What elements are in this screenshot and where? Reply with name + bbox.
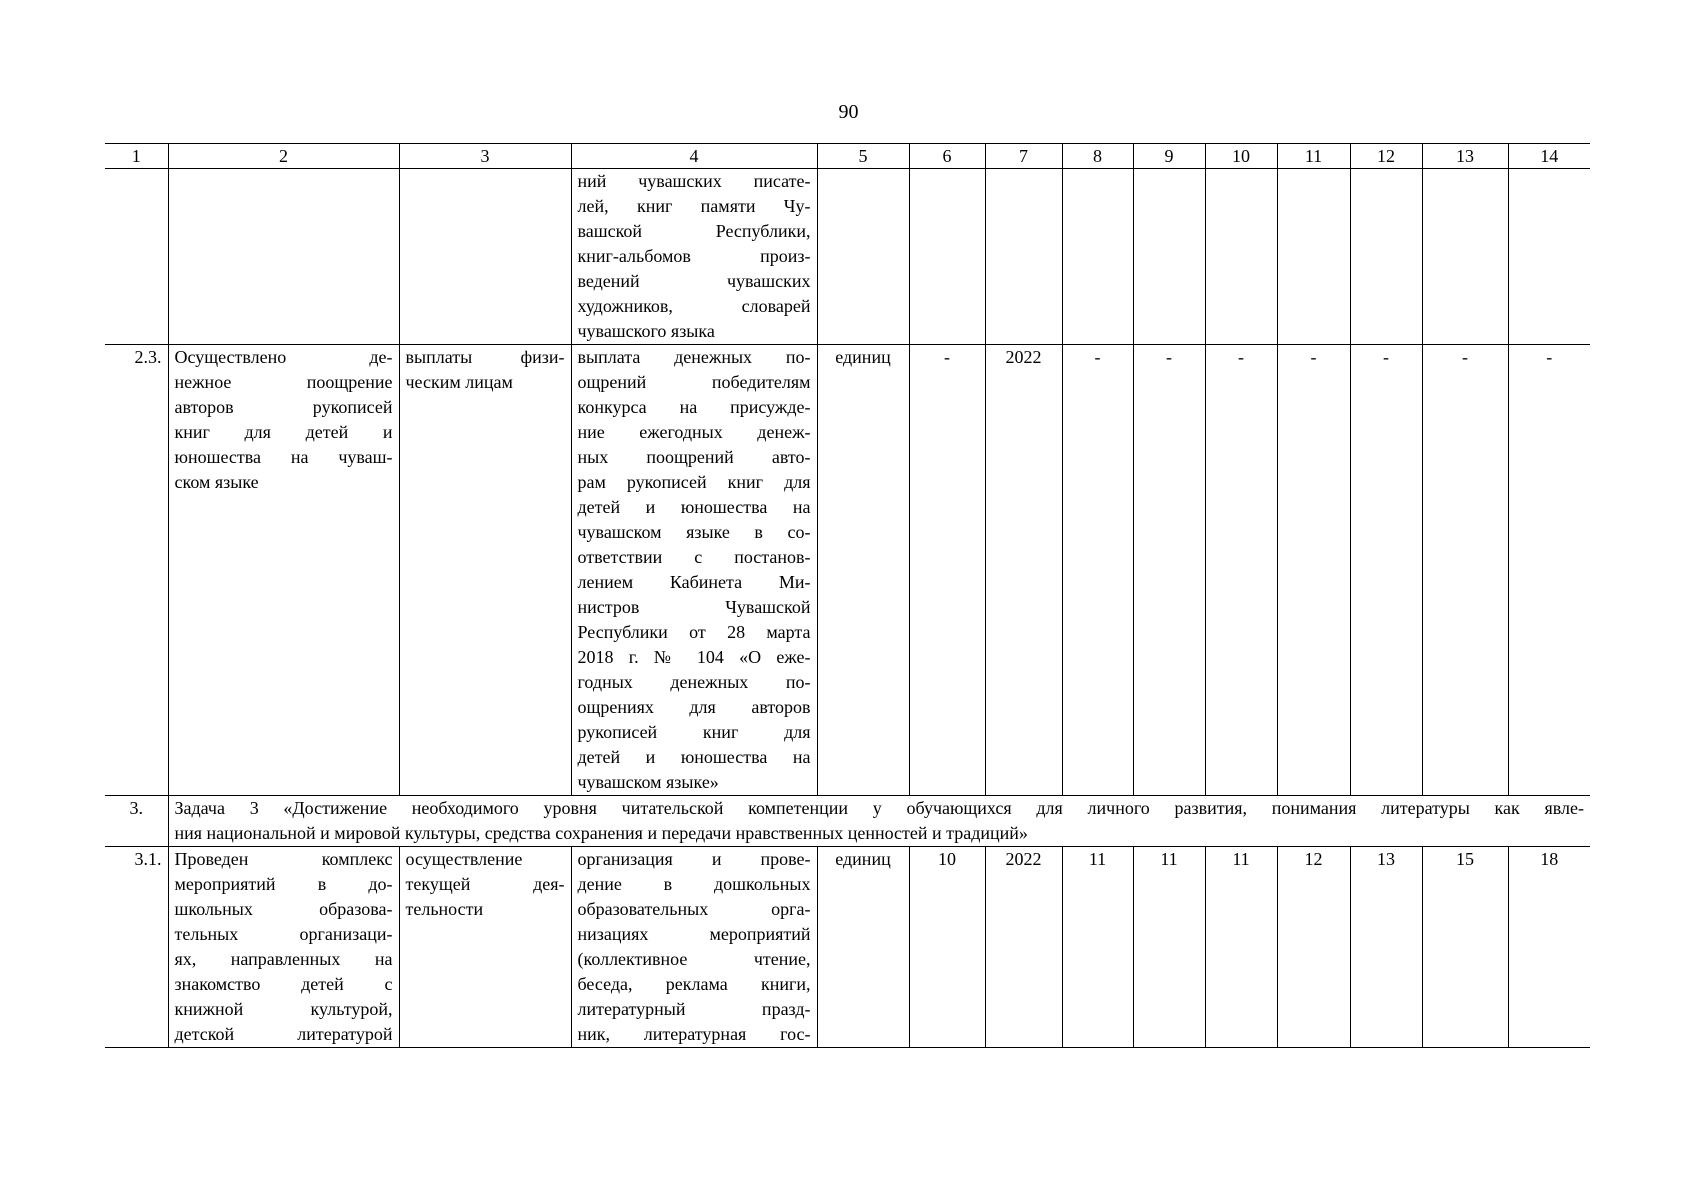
continued-description-cell: ний чувашских писате- лей, книг памяти Чу- вашской Республики, книг-альбомов произ- ведений чувашских художников, словарей чувашского языка	[571, 169, 817, 345]
result-cell: Проведен комплекс мероприятий в до- школьных образова- тельных организаци- ях, направленных на знакомство детей с книжной культурой, детской литературой	[168, 847, 399, 1048]
header-cell: 3	[399, 144, 571, 169]
indicators-table	[105, 143, 1590, 1048]
table-row-continuation	[105, 169, 1590, 345]
result-cell: Осуществлено де- нежное поощрение авторов рукописей книг для детей и юношества на чуваш- ском языке	[168, 345, 399, 796]
header-cell: 14	[1508, 144, 1590, 169]
page-number: 90	[838, 101, 859, 123]
value-cell: 11	[1133, 847, 1205, 1048]
cell-empty	[1133, 169, 1205, 345]
header-cell: 1	[105, 144, 168, 169]
header-cell: 8	[1062, 144, 1133, 169]
cell-empty	[399, 169, 571, 345]
cell-empty	[105, 169, 168, 345]
value-cell: 13	[1350, 847, 1422, 1048]
cell-empty	[1508, 169, 1590, 345]
value-cell: 18	[1508, 847, 1590, 1048]
activity-type-cell: выплаты физи- ческим лицам	[399, 345, 571, 796]
header-cell: 9	[1133, 144, 1205, 169]
description-cell: организация и прове- дение в дошкольных образовательных орга- низациях мероприятий (коллективное чтение, беседа, реклама книги, литературный празд- ник, литературная гос-	[571, 847, 817, 1048]
description-cell: выплата денежных по- ощрений победителям конкурса на присужде- ние ежегодных денеж- ных поощрений авто- рам рукописей книг для детей и юношества на чувашском языке в со- ответствии с постанов- лением Кабинета Ми- нистров Чувашской Республики от 28 марта 2018 г. № 104 «О еже- годных денежных по- ощрениях для авторов рукописей книг для детей и юношества на чувашском языке»	[571, 345, 817, 796]
cell-empty	[1277, 169, 1350, 345]
table-row-3-1	[105, 847, 1590, 1048]
value-cell: -	[1133, 345, 1205, 796]
value-cell: -	[1277, 345, 1350, 796]
header-cell: 11	[1277, 144, 1350, 169]
task-cell: Задача 3 «Достижение необходимого уровня читательской компетенции у обучающихся для личного развития, понимания литературы как явле- ния национальной и мировой культуры, средства сохранения и передачи нравственных ценностей и традиций»	[168, 796, 1590, 847]
row-number: 3.	[105, 796, 168, 847]
value-cell: -	[1062, 345, 1133, 796]
value-cell: -	[1422, 345, 1508, 796]
header-cell: 10	[1205, 144, 1277, 169]
base-value-cell: 10	[909, 847, 985, 1048]
cell-empty	[1350, 169, 1422, 345]
value-cell: -	[1205, 345, 1277, 796]
cell-empty	[1205, 169, 1277, 345]
header-cell: 13	[1422, 144, 1508, 169]
year-cell: 2022	[985, 847, 1062, 1048]
table-row-2-3	[105, 345, 1590, 796]
value-cell: 15	[1422, 847, 1508, 1048]
header-cell: 7	[985, 144, 1062, 169]
column-number-row	[105, 144, 1590, 169]
value-cell: 11	[1062, 847, 1133, 1048]
row-number: 3.1.	[105, 847, 168, 1048]
header-cell: 5	[817, 144, 909, 169]
header-cell: 2	[168, 144, 399, 169]
activity-type-cell: осуществление текущей дея- тельности	[399, 847, 571, 1048]
cell-empty	[1422, 169, 1508, 345]
header-cell: 12	[1350, 144, 1422, 169]
value-cell: -	[1508, 345, 1590, 796]
cell-empty	[817, 169, 909, 345]
header-cell: 6	[909, 144, 985, 169]
year-cell: 2022	[985, 345, 1062, 796]
header-cell: 4	[571, 144, 817, 169]
unit-cell: единиц	[817, 847, 909, 1048]
table-row-3	[105, 796, 1590, 847]
value-cell: -	[1350, 345, 1422, 796]
cell-empty	[909, 169, 985, 345]
value-cell: 12	[1277, 847, 1350, 1048]
value-cell: 11	[1205, 847, 1277, 1048]
base-value-cell: -	[909, 345, 985, 796]
unit-cell: единиц	[817, 345, 909, 796]
cell-empty	[168, 169, 399, 345]
cell-empty	[1062, 169, 1133, 345]
row-number: 2.3.	[105, 345, 168, 796]
cell-empty	[985, 169, 1062, 345]
